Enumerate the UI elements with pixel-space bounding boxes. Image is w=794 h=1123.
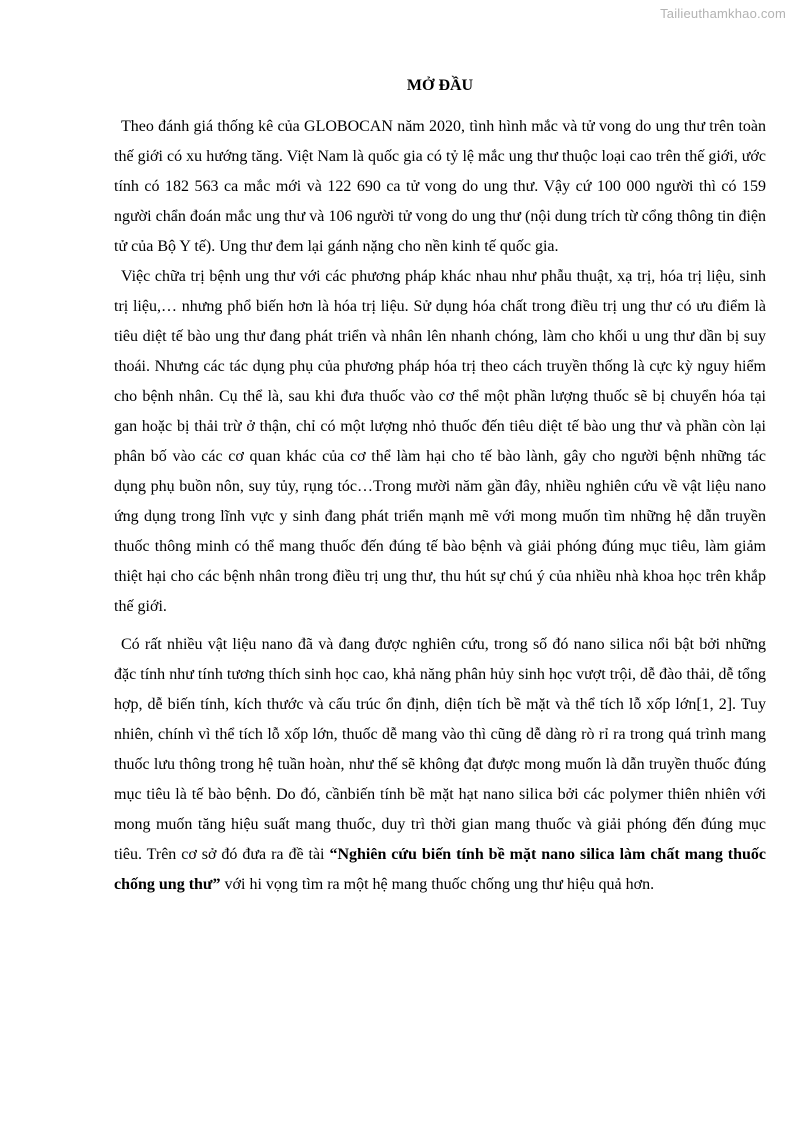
- paragraph-1: Theo đánh giá thống kê của GLOBOCAN năm 2020, tình hình mắc và tử vong do ung thư trên toàn thế giới có xu hướng tăng. Việt Nam là quốc gia có tỷ lệ mắc ung thư thuộc loại cao trên thế giới, ước tính có 182 563 ca mắc mới và 122 690 ca tử vong do ung thư. Vậy cứ 100 000 người thì có 159 người chẩn đoán mắc ung thư và 106 người tử vong do ung thư (nội dung trích từ cổng thông tin điện tử của Bộ Y tế). Ung thư đem lại gánh nặng cho nền kinh tế quốc gia.: [114, 118, 766, 255]
- paragraph-3: [114, 630, 766, 900]
- paragraph-3-text: Có rất nhiều vật liệu nano đã và đang được nghiên cứu, trong số đó nano silica nổi bật bởi những đặc tính như tính tương thích sinh học cao, khả năng phân hủy sinh học vượt trội, dễ đào thải, dễ tổng hợp, dễ biến tính, kích thước và cấu trúc ổn định, diện tích bề mặt và thể tích lỗ xốp lớn[1, 2]. Tuy nhiên, chính vì thể tích lỗ xốp lớn, thuốc dễ mang vào thì cũng dễ dàng rò rỉ ra trong quá trình mang thuốc lưu thông trong hệ tuần hoàn, như thế sẽ không đạt được mong muốn là dẫn truyền thuốc đúng mục tiêu là tế bào bệnh. Do đó, cầnbiến tính bề mặt hạt nano silica bởi các polymer thiên nhiên với mong muốn tăng hiệu suất mang thuốc, duy trì thời gian mang thuốc và giải phóng đến đúng mục tiêu. Trên cơ sở đó đưa ra đề tài: [114, 636, 766, 863]
- watermark-text: Tailieuthamkhao.com: [660, 6, 786, 21]
- thesis-title: “Nghiên cứu biến tính bề mặt nano silica làm chất mang thuốc chống ung thư”: [114, 846, 766, 893]
- paragraph-2: Việc chữa trị bệnh ung thư với các phương pháp khác nhau như phẫu thuật, xạ trị, hóa trị liệu, sinh trị liệu,… nhưng phổ biến hơn là hóa trị liệu. Sử dụng hóa chất trong điều trị ung thư có ưu điểm là tiêu diệt tế bào ung thư đang phát triển và nhân lên nhanh chóng, làm cho khối u ung thư dần bị suy thoái. Nhưng các tác dụng phụ của phương pháp hóa trị theo cách truyền thống là cực kỳ nguy hiểm cho bệnh nhân. Cụ thể là, sau khi đưa thuốc vào cơ thể một phần lượng thuốc sẽ bị chuyển hóa tại gan hoặc bị thải trừ ở thận, chỉ có một lượng nhỏ thuốc đến tiêu diệt tế bào ung thư và phần còn lại phân bố vào các cơ quan khác của cơ thể làm hại cho tế bào lành, gây cho người bệnh những tác dụng phụ buồn nôn, suy tủy, rụng tóc…Trong mười năm gần đây, nhiều nghiên cứu về vật liệu nano ứng dụng trong lĩnh vực y sinh đang phát triển mạnh mẽ với mong muốn tìm những hệ dẫn truyền thuốc thông minh có thể mang thuốc đến đúng tế bào bệnh và giải phóng đúng mục tiêu, làm giảm thiệt hại cho các bệnh nhân trong điều trị ung thư, thu hút sự chú ý của nhiều nhà khoa học trên khắp thế giới.: [114, 268, 766, 615]
- document-page: [114, 74, 766, 900]
- page-title: MỞ ĐẦU: [406, 77, 474, 94]
- paragraph-3-tail: với hi vọng tìm ra một hệ mang thuốc chống ung thư hiệu quả hơn.: [220, 876, 655, 893]
